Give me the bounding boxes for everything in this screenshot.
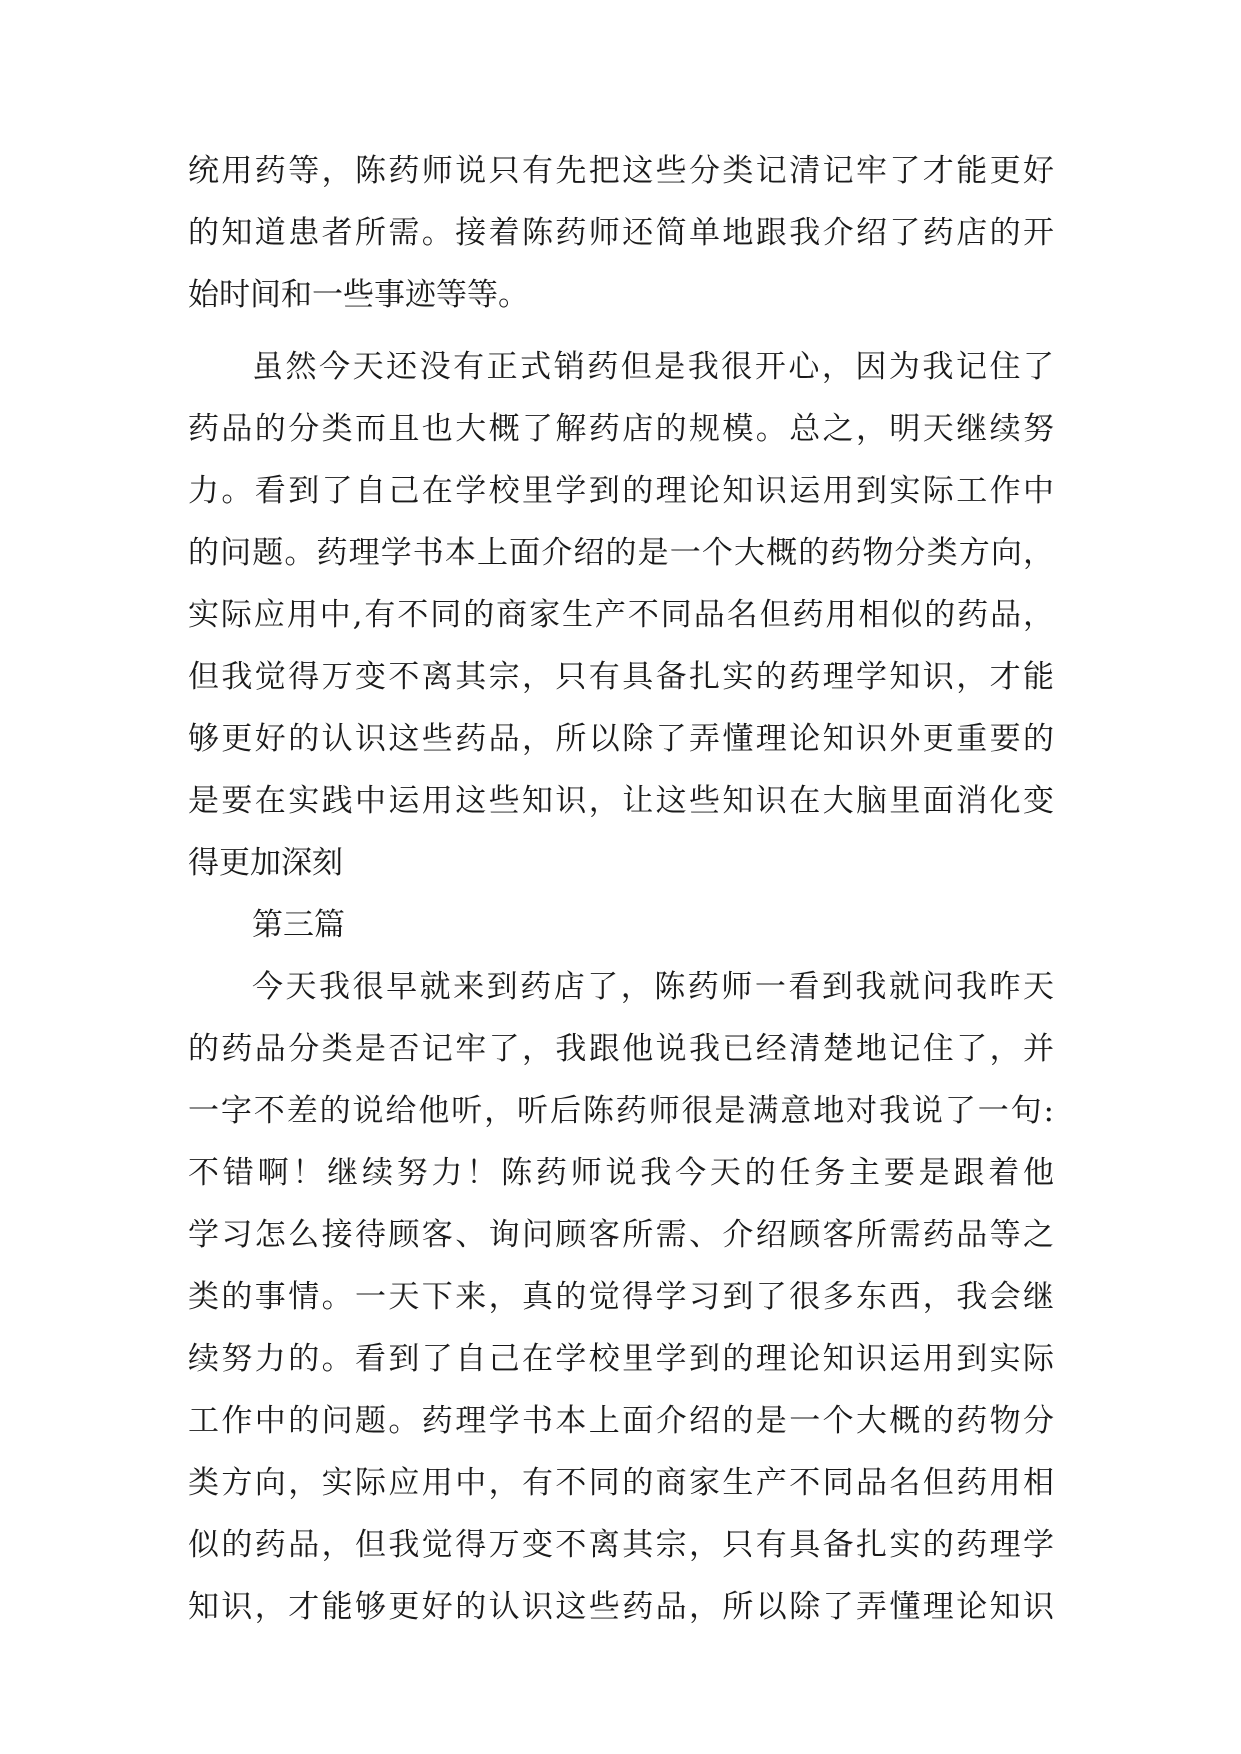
text-line: 药品的分类而且也大概了解药店的规模。总之，明天继续努 bbox=[188, 411, 1054, 447]
text-line: 类方向，实际应用中，有不同的商家生产不同品名但药用相 bbox=[188, 1465, 1054, 1501]
text-line: 实际应用中,有不同的商家生产不同品名但药用相似的药品， bbox=[188, 597, 1054, 633]
text-line: 力。看到了自己在学校里学到的理论知识运用到实际工作中 bbox=[188, 473, 1054, 509]
text-line: 续努力的。看到了自己在学校里学到的理论知识运用到实际 bbox=[188, 1341, 1054, 1377]
text-line: 似的药品，但我觉得万变不离其宗，只有具备扎实的药理学 bbox=[188, 1527, 1054, 1563]
text-line: 工作中的问题。药理学书本上面介绍的是一个大概的药物分 bbox=[188, 1403, 1054, 1439]
text-line: 今天我很早就来到药店了，陈药师一看到我就问我昨天 bbox=[252, 969, 1054, 1005]
text-line: 学习怎么接待顾客、询问顾客所需、介绍顾客所需药品等之 bbox=[188, 1217, 1054, 1253]
section-heading-text: 第三篇 bbox=[252, 907, 345, 943]
section-heading bbox=[188, 894, 1054, 956]
paragraph bbox=[188, 956, 1054, 1638]
text-line: 虽然今天还没有正式销药但是我很开心，因为我记住了 bbox=[252, 349, 1054, 385]
text-line: 始时间和一些事迹等等。 bbox=[188, 277, 529, 313]
text-line: 但我觉得万变不离其宗，只有具备扎实的药理学知识，才能 bbox=[188, 659, 1054, 695]
text-line: 一字不差的说给他听，听后陈药师很是满意地对我说了一句: bbox=[188, 1093, 1054, 1129]
text-line: 不错啊！继续努力！陈药师说我今天的任务主要是跟着他 bbox=[188, 1155, 1054, 1191]
text-line: 统用药等，陈药师说只有先把这些分类记清记牢了才能更好 bbox=[188, 153, 1054, 189]
text-line: 够更好的认识这些药品，所以除了弄懂理论知识外更重要的 bbox=[188, 721, 1054, 757]
text-line: 知识，才能够更好的认识这些药品，所以除了弄懂理论知识 bbox=[188, 1589, 1054, 1625]
text-line: 是要在实践中运用这些知识，让这些知识在大脑里面消化变 bbox=[188, 783, 1054, 819]
document-body bbox=[188, 140, 1054, 1638]
text-line: 类的事情。一天下来，真的觉得学习到了很多东西，我会继 bbox=[188, 1279, 1054, 1315]
text-line: 的问题。药理学书本上面介绍的是一个大概的药物分类方向， bbox=[188, 535, 1054, 571]
text-line: 的药品分类是否记牢了，我跟他说我已经清楚地记住了，并 bbox=[188, 1031, 1054, 1067]
text-line: 的知道患者所需。接着陈药师还简单地跟我介绍了药店的开 bbox=[188, 215, 1054, 251]
text-line: 得更加深刻 bbox=[188, 845, 343, 881]
paragraph bbox=[188, 336, 1054, 894]
paragraph bbox=[188, 140, 1054, 326]
